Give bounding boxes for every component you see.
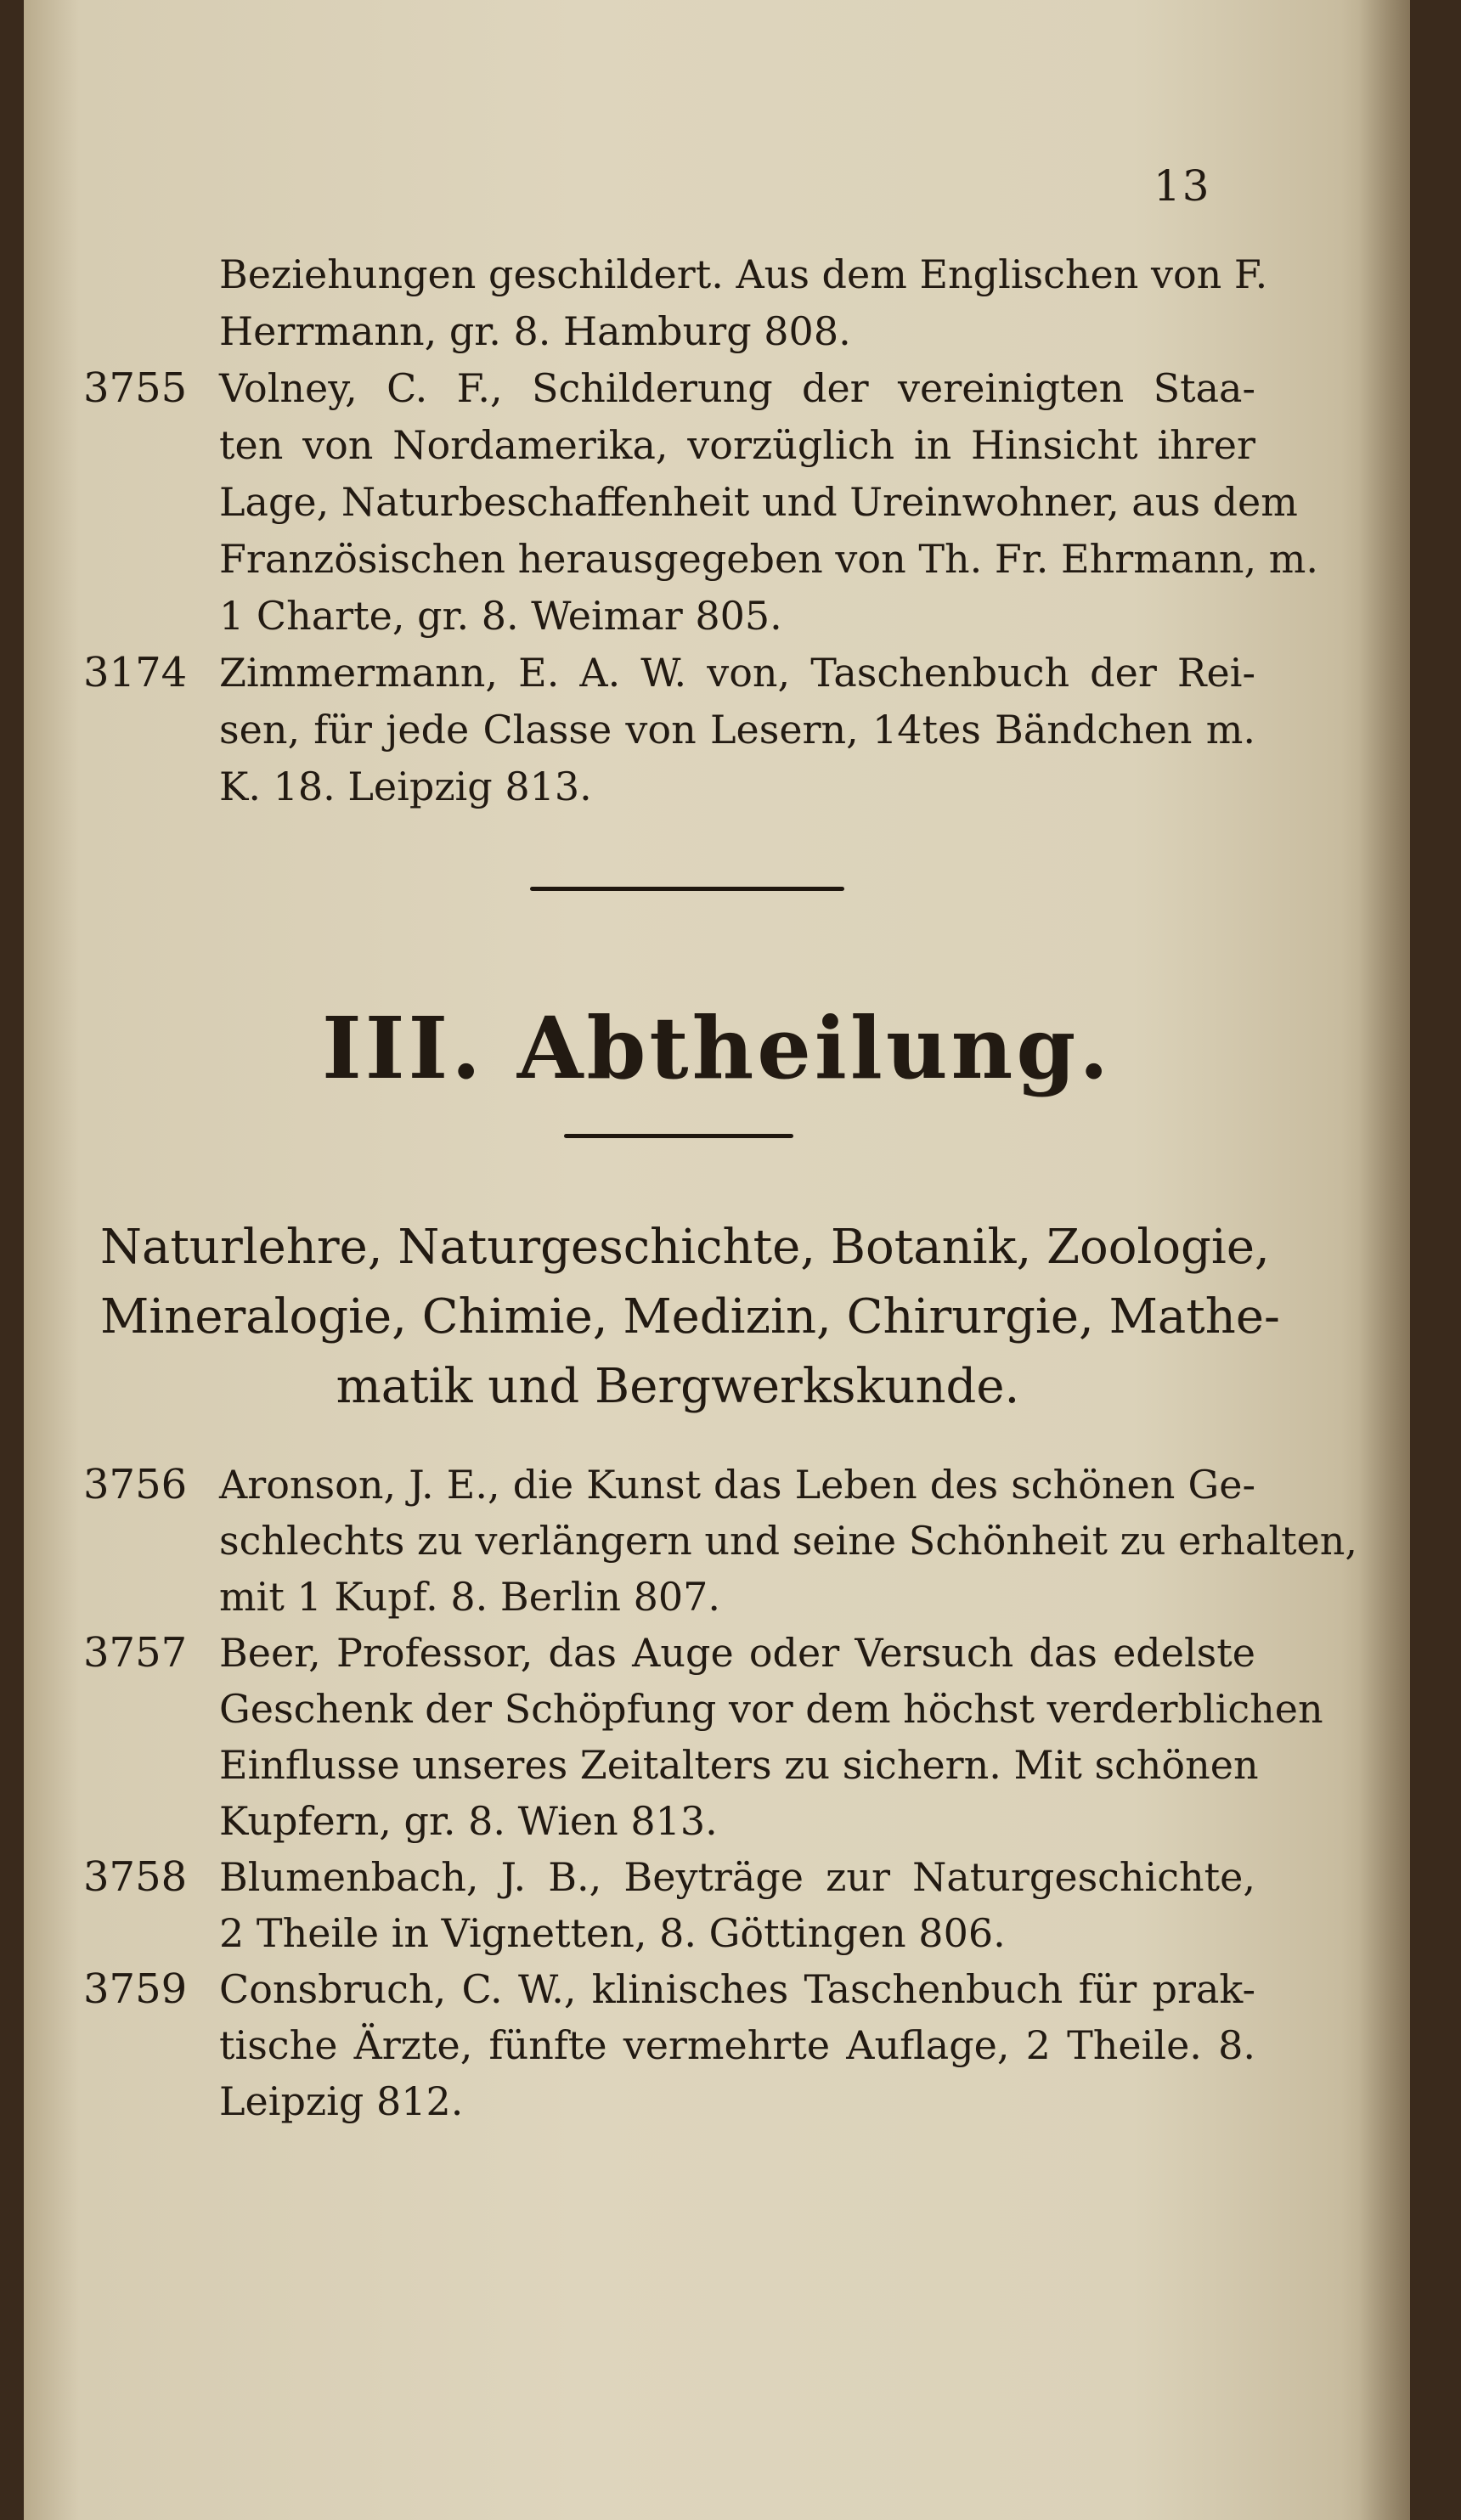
text-line: 2 Theile in Vignetten, 8. Göttingen 806.: [219, 1910, 1006, 1956]
page-gutter-shadow: [1359, 0, 1410, 2520]
catalog-entry: [83, 1625, 1323, 1849]
text-line: ten von Nordamerika, vorzüglich in Hinsicht ihrer: [219, 422, 1255, 468]
section-subtitle: [100, 1213, 1280, 1422]
entry-number: 3757: [83, 1629, 188, 1677]
text-line: sen, für jede Classe von Lesern, 14tes Bändchen m.: [219, 707, 1255, 753]
text-line: Kupfern, gr. 8. Wien 813.: [219, 1798, 718, 1844]
text-line: Herrmann, gr. 8. Hamburg 808.: [219, 308, 851, 354]
catalog-entry: [83, 360, 1318, 645]
section-title: III. Abtheilung.: [321, 998, 1113, 1098]
entry-number: 3759: [83, 1965, 188, 2013]
catalog-entry: [83, 645, 1255, 815]
catalog-entry: [83, 1849, 1255, 1961]
catalog-entry: [83, 1457, 1358, 1625]
text-line: Zimmermann, E. A. W. von, Taschenbuch der Rei-: [219, 650, 1255, 696]
text-line: schlechts zu verlängern und seine Schönheit zu erhalten,: [219, 1518, 1358, 1564]
book-page: [24, 0, 1410, 2520]
subtitle-line: matik und Bergwerkskunde.: [336, 1359, 1020, 1414]
entry-number: 3174: [83, 649, 188, 696]
entry-number: 3758: [83, 1853, 188, 1901]
entry-number: 3755: [83, 364, 188, 412]
text-line: Consbruch, C. W., klinisches Taschenbuch für prak-: [219, 1966, 1255, 2012]
text-line: Beziehungen geschildert. Aus dem Englischen von F.: [219, 251, 1268, 297]
text-line: Blumenbach, J. B., Beyträge zur Naturgeschichte,: [219, 1854, 1255, 1900]
continued-entry: [219, 246, 1268, 360]
text-line: 1 Charte, gr. 8. Weimar 805.: [219, 593, 782, 639]
catalog-entry: [83, 1961, 1255, 2129]
page-number: 13: [1154, 161, 1211, 211]
text-line: Französischen herausgegeben von Th. Fr. Ehrmann, m.: [219, 536, 1318, 582]
subtitle-line: Naturlehre, Naturgeschichte, Botanik, Zoologie,: [100, 1220, 1270, 1275]
bottom-entries-block: [83, 1457, 1358, 2129]
text-line: Aronson, J. E., die Kunst das Leben des schönen Ge-: [219, 1462, 1255, 1508]
bottom-divider-rule: [564, 1134, 793, 1138]
top-entries-block: [83, 246, 1318, 815]
entry-number: 3756: [83, 1461, 188, 1508]
text-line: Einflusse unseres Zeitalters zu sichern. Mit schönen: [219, 1742, 1259, 1788]
text-line: Beer, Professor, das Auge oder Versuch das edelste: [219, 1630, 1255, 1676]
text-line: mit 1 Kupf. 8. Berlin 807.: [219, 1574, 721, 1620]
text-line: tische Ärzte, fünfte vermehrte Auflage, 2 Theile. 8.: [219, 2022, 1255, 2068]
text-line: Leipzig 812.: [219, 2078, 464, 2124]
text-line: Volney, C. F., Schilderung der vereinigten Staa-: [219, 365, 1255, 411]
top-divider-rule: [530, 887, 844, 891]
text-line: Lage, Naturbeschaffenheit und Ureinwohner, aus dem: [219, 479, 1298, 525]
text-line: K. 18. Leipzig 813.: [219, 764, 592, 809]
text-line: Geschenk der Schöpfung vor dem höchst verderblichen: [219, 1686, 1323, 1732]
subtitle-line: Mineralogie, Chimie, Medizin, Chirurgie, Mathe-: [100, 1289, 1280, 1345]
